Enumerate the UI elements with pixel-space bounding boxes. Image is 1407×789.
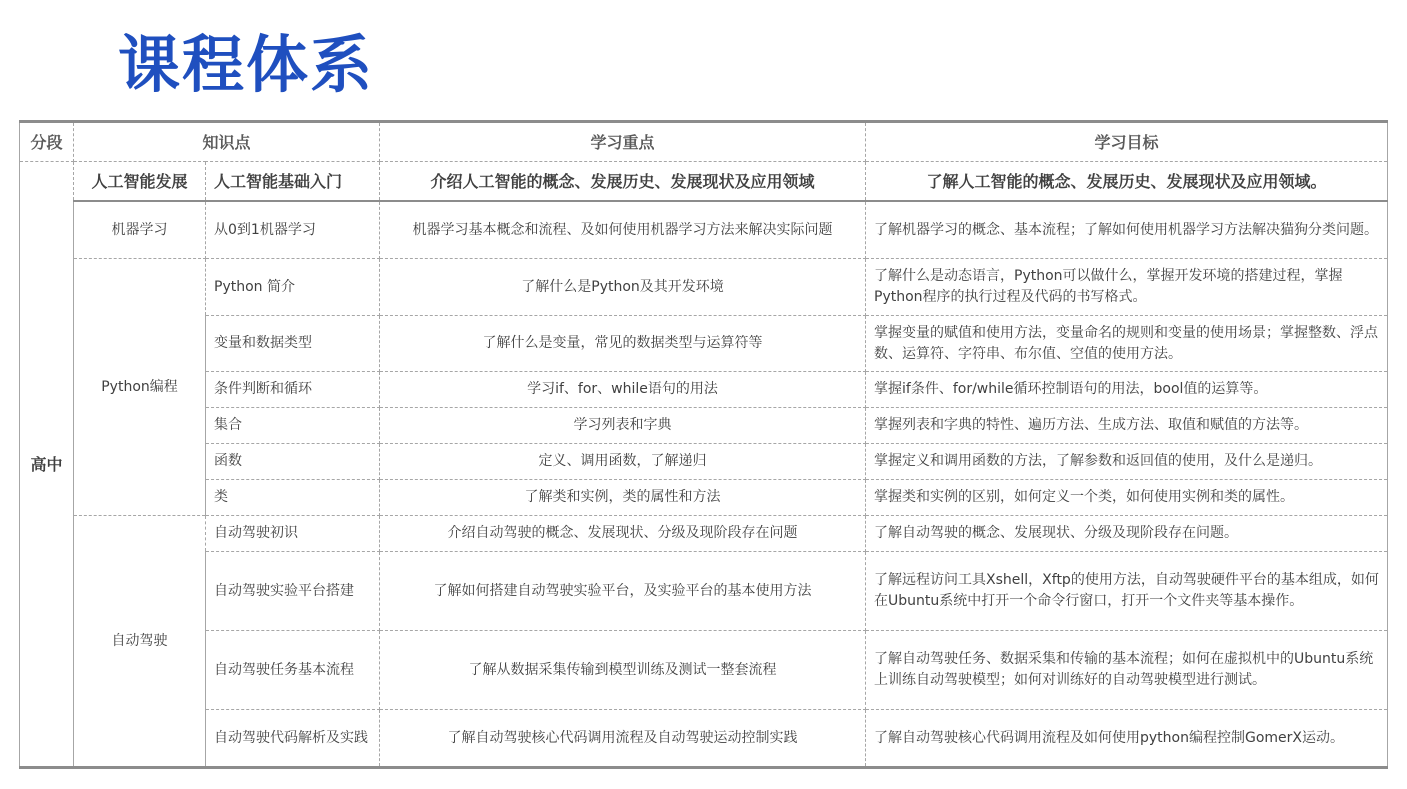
topic-cell: 自动驾驶任务基本流程 — [206, 631, 380, 710]
table-row — [20, 408, 1388, 444]
table-row — [20, 316, 1388, 372]
focus-cell: 学习列表和字典 — [380, 408, 866, 444]
focus-cell: 了解类和实例，类的属性和方法 — [380, 480, 866, 516]
table-row — [20, 631, 1388, 710]
topic-cell: 人工智能基础入门 — [206, 162, 380, 202]
table-row — [20, 372, 1388, 408]
topic-cell: 条件判断和循环 — [206, 372, 380, 408]
goal-cell: 了解机器学习的概念、基本流程；了解如何使用机器学习方法解决猫狗分类问题。 — [866, 201, 1388, 259]
focus-cell: 定义、调用函数，了解递归 — [380, 444, 866, 480]
goal-cell: 掌握定义和调用函数的方法，了解参数和返回值的使用，及什么是递归。 — [866, 444, 1388, 480]
topic-cell: 自动驾驶初识 — [206, 516, 380, 552]
header-row — [20, 122, 1388, 162]
topic-cell: 从0到1机器学习 — [206, 201, 380, 259]
goal-cell: 了解自动驾驶核心代码调用流程及如何使用python编程控制GomerX运动。 — [866, 710, 1388, 768]
header-stage: 分段 — [20, 122, 74, 162]
table-row — [20, 552, 1388, 631]
stage-cell: 高中 — [20, 162, 74, 768]
goal-cell: 掌握列表和字典的特性、遍历方法、生成方法、取值和赋值的方法等。 — [866, 408, 1388, 444]
focus-cell: 了解自动驾驶核心代码调用流程及自动驾驶运动控制实践 — [380, 710, 866, 768]
topic-cell: Python 简介 — [206, 259, 380, 316]
table-row — [20, 710, 1388, 768]
table-row — [20, 201, 1388, 259]
module-cell: Python编程 — [74, 259, 206, 516]
topic-cell: 变量和数据类型 — [206, 316, 380, 372]
topic-cell: 类 — [206, 480, 380, 516]
topic-cell: 集合 — [206, 408, 380, 444]
focus-cell: 了解如何搭建自动驾驶实验平台，及实验平台的基本使用方法 — [380, 552, 866, 631]
focus-cell: 了解什么是Python及其开发环境 — [380, 259, 866, 316]
focus-cell: 了解什么是变量，常见的数据类型与运算符等 — [380, 316, 866, 372]
table-row — [20, 516, 1388, 552]
table-row — [20, 444, 1388, 480]
focus-cell: 机器学习基本概念和流程、及如何使用机器学习方法来解决实际问题 — [380, 201, 866, 259]
topic-cell: 自动驾驶实验平台搭建 — [206, 552, 380, 631]
focus-cell: 介绍人工智能的概念、发展历史、发展现状及应用领域 — [380, 162, 866, 202]
table-row — [20, 480, 1388, 516]
focus-cell: 介绍自动驾驶的概念、发展现状、分级及现阶段存在问题 — [380, 516, 866, 552]
table-row — [20, 162, 1388, 202]
goal-cell: 掌握变量的赋值和使用方法，变量命名的规则和变量的使用场景；掌握整数、浮点数、运算符、字符串、布尔值、空值的使用方法。 — [866, 316, 1388, 372]
module-cell: 自动驾驶 — [74, 516, 206, 768]
topic-cell: 函数 — [206, 444, 380, 480]
focus-cell: 了解从数据采集传输到模型训练及测试一整套流程 — [380, 631, 866, 710]
focus-cell: 学习if、for、while语句的用法 — [380, 372, 866, 408]
module-cell: 机器学习 — [74, 201, 206, 259]
module-cell: 人工智能发展 — [74, 162, 206, 202]
curriculum-table — [19, 120, 1388, 769]
goal-cell: 掌握if条件、for/while循环控制语句的用法，bool值的运算等。 — [866, 372, 1388, 408]
goal-cell: 掌握类和实例的区别，如何定义一个类，如何使用实例和类的属性。 — [866, 480, 1388, 516]
header-focus: 学习重点 — [380, 122, 866, 162]
header-knowledge: 知识点 — [74, 122, 380, 162]
topic-cell: 自动驾驶代码解析及实践 — [206, 710, 380, 768]
goal-cell: 了解人工智能的概念、发展历史、发展现状及应用领域。 — [866, 162, 1388, 202]
goal-cell: 了解自动驾驶任务、数据采集和传输的基本流程；如何在虚拟机中的Ubuntu系统上训练自动驾驶模型；如何对训练好的自动驾驶模型进行测试。 — [866, 631, 1388, 710]
goal-cell: 了解什么是动态语言，Python可以做什么，掌握开发环境的搭建过程，掌握Python程序的执行过程及代码的书写格式。 — [866, 259, 1388, 316]
goal-cell: 了解远程访问工具Xshell，Xftp的使用方法，自动驾驶硬件平台的基本组成，如何在Ubuntu系统中打开一个命令行窗口，打开一个文件夹等基本操作。 — [866, 552, 1388, 631]
table-row — [20, 259, 1388, 316]
goal-cell: 了解自动驾驶的概念、发展现状、分级及现阶段存在问题。 — [866, 516, 1388, 552]
page-title: 课程体系 — [118, 28, 375, 101]
header-goal: 学习目标 — [866, 122, 1388, 162]
